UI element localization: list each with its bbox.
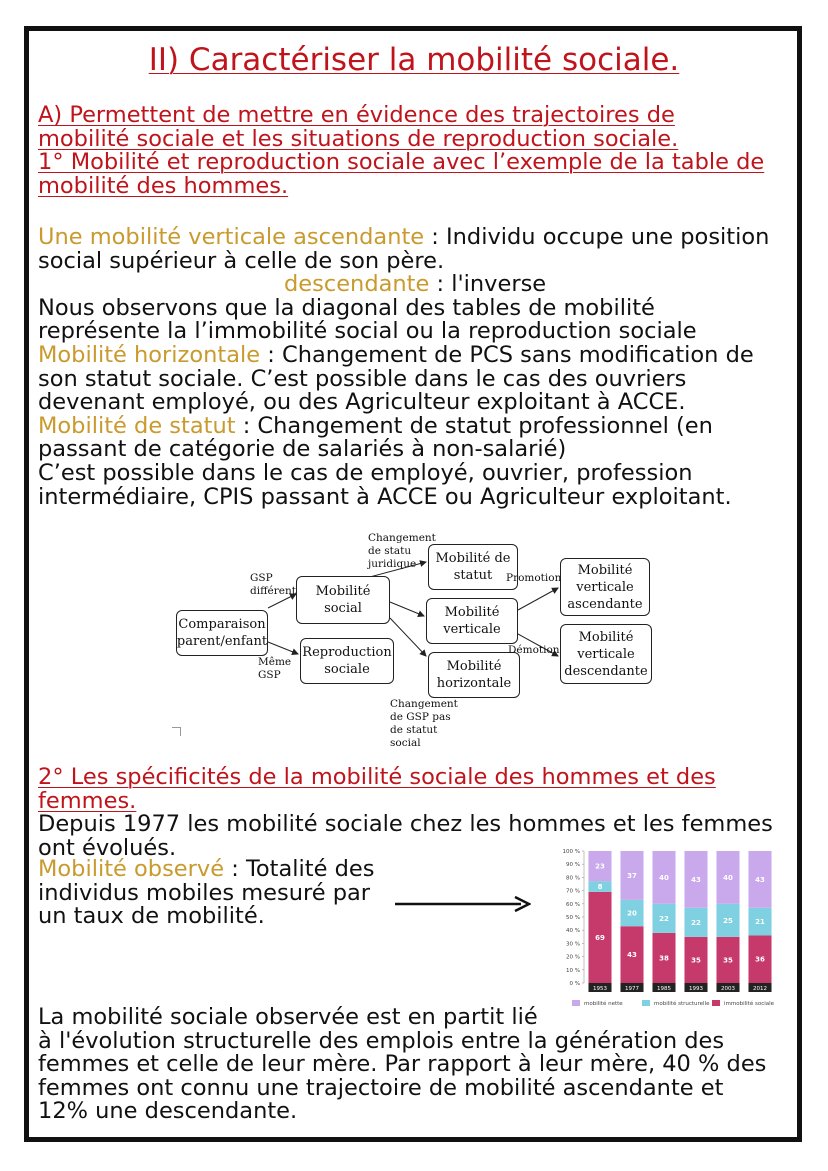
box-verticale-descendante: [560, 624, 652, 684]
box-text: statut: [453, 568, 493, 583]
box-text: social: [324, 601, 362, 616]
y-tick-label: 20 %: [566, 954, 580, 961]
legend-label: mobilité nette: [584, 1001, 623, 1007]
label-text: social: [390, 737, 421, 749]
bar-value-label: 37: [627, 871, 637, 880]
box-text: Mobilité: [315, 584, 371, 599]
label-text: GSP: [258, 669, 281, 681]
bar-value-label: 69: [595, 933, 605, 942]
definition-text: : Totalité des: [224, 856, 375, 882]
bar-value-label: 43: [627, 951, 637, 960]
label-text: Changement: [368, 532, 436, 544]
label-text: de statu: [368, 545, 412, 557]
definition-line: C’est possible dans le cas de employé, ouvrier, profession: [38, 459, 693, 486]
bar-value-label: 43: [755, 875, 765, 884]
label-text: différent: [250, 585, 296, 597]
definition-line: représente la l’immobilité social ou la reproduction sociale: [38, 318, 697, 345]
definition-statut: [38, 412, 769, 439]
conclusion-line: à l'évolution structurelle des emplois entre la génération des: [38, 1027, 725, 1054]
category-label: 2003: [721, 985, 735, 992]
label-demotion: Démotion: [508, 644, 560, 656]
definition-horizontale: [38, 341, 769, 368]
mobility-chart: [550, 845, 780, 1015]
y-tick-label: 50 %: [566, 915, 580, 921]
bar-value-label: 23: [595, 862, 605, 871]
box-mobilite-statut: [428, 544, 518, 590]
box-comparaison: [176, 610, 268, 656]
definition-text: : Changement de statut professionnel (en: [235, 412, 713, 439]
bar-value-label: 25: [723, 916, 733, 925]
definition-line: social supérieur à celle de son père.: [38, 247, 445, 274]
subheading-line: 1° Mobilité et reproduction sociale avec l’exemple de la table de: [38, 149, 765, 176]
y-tick-label: 30 %: [566, 941, 580, 948]
box-text: ascendante: [567, 596, 643, 612]
label-changement-statut: [368, 532, 436, 571]
box-mobilite-horizontale: [428, 652, 520, 698]
box-text: descendante: [564, 663, 648, 679]
mobility-diagram: [170, 530, 660, 758]
conclusion-line: La mobilité sociale observée est en partit lié: [38, 1004, 538, 1030]
bar-value-label: 22: [691, 918, 701, 927]
bar-value-label: 40: [723, 873, 733, 882]
term-descendante: descendante: [284, 271, 430, 298]
category-label: 1993: [689, 985, 703, 992]
box-text: Mobilité: [578, 629, 634, 645]
term-statut: Mobilité de statut: [38, 412, 236, 439]
term-observe: Mobilité observé: [38, 856, 225, 882]
box-text: Mobilité: [446, 659, 502, 674]
definition-line: individus mobiles mesuré par: [38, 879, 371, 906]
heading-line: femmes.: [38, 787, 137, 814]
heading-line: A) Permettent de mettre en évidence des trajectoires de: [38, 102, 675, 128]
label-text: de statut: [390, 724, 438, 736]
bar-value-label: 43: [691, 875, 701, 884]
page-title: II) Caractériser la mobilité sociale.: [148, 42, 680, 78]
box-text: verticale: [443, 622, 501, 637]
term-ascendante: Une mobilité verticale ascendante: [38, 224, 425, 250]
heading-line: mobilité sociale et les situations de reproduction sociale.: [38, 125, 679, 152]
bar-value-label: 8: [597, 883, 603, 892]
box-text: Mobilité de: [435, 551, 511, 566]
box-text: parent/enfant: [176, 634, 268, 649]
definition-text: : Changement de PCS sans modification de: [260, 341, 754, 368]
category-label: 1985: [657, 985, 671, 992]
definition-text: : Individu occupe une position: [424, 224, 770, 250]
definition-line: intermédiaire, CPIS passant à ACCE ou Agriculteur exploitant.: [38, 483, 732, 510]
y-tick-label: 0 %: [569, 981, 580, 987]
legend-label: mobilité structurelle: [654, 1001, 710, 1007]
conclusion-line: 12% une descendante.: [38, 1098, 298, 1125]
box-text: horizontale: [436, 676, 512, 691]
definition-line: passant de catégorie de salariés à non-salarié): [38, 436, 567, 463]
box-mobilite-verticale: [426, 598, 518, 644]
label-text: Changement: [390, 698, 458, 710]
definition-observe: [38, 858, 374, 882]
label-gsp-different: [250, 572, 296, 598]
definition-line: devenant employé, ou des Agriculteur exploitant à ACCE.: [38, 389, 686, 416]
label-changement-gsp: [390, 698, 458, 750]
conclusion-line: femmes et celle de leur mère. Par rapport à leur mère, 40 % des: [38, 1051, 767, 1078]
y-tick-label: 60 %: [566, 901, 580, 908]
legend-label: immobilité sociale: [724, 1001, 775, 1007]
box-mobilite-sociale: [296, 576, 390, 624]
bar-value-label: 22: [659, 914, 669, 923]
definition-line: Nous observons que la diagonal des tables de mobilité: [38, 294, 655, 321]
y-tick-label: 90 %: [566, 862, 580, 869]
conclusion: [38, 1006, 766, 1124]
bar-value-label: 35: [691, 956, 701, 965]
bar-value-label: 40: [659, 873, 669, 882]
y-tick-label: 100 %: [562, 849, 580, 855]
label-text: juridique: [368, 558, 417, 570]
intro-line: ont évolués.: [38, 834, 177, 861]
heading-line: 2° Les spécificités de la mobilité sociale des hommes et des: [38, 764, 716, 790]
bar-value-label: 38: [659, 954, 669, 963]
y-tick-label: 10 %: [566, 967, 580, 974]
definition-descendante: [38, 273, 769, 297]
intro-line: Depuis 1977 les mobilité sociale chez les hommes et les femmes: [38, 811, 773, 838]
observe-definition: [38, 858, 374, 929]
category-label: 1977: [625, 985, 639, 992]
bar-value-label: 21: [755, 918, 765, 927]
box-text: Mobilité: [577, 562, 633, 578]
y-tick-label: 40 %: [566, 928, 580, 935]
box-text: Reproduction: [302, 645, 392, 660]
pointer-arrow-icon: [395, 893, 531, 915]
box-text: Mobilité: [444, 605, 500, 620]
label-meme-gsp: [258, 656, 291, 682]
category-label: 2012: [753, 985, 767, 992]
section-a-heading: [38, 104, 764, 198]
box-text: verticale: [576, 579, 634, 595]
label-promotion: Promotion: [506, 572, 562, 584]
y-tick-label: 80 %: [566, 875, 580, 882]
conclusion-line: femmes ont connu une trajectoire de mobilité ascendante et: [38, 1074, 724, 1101]
box-text: sociale: [324, 662, 370, 677]
bar-value-label: 36: [755, 955, 765, 964]
box-verticale-ascendante: [560, 558, 650, 616]
definition-text: : l'inverse: [429, 271, 547, 298]
bar-value-label: 35: [723, 956, 733, 965]
box-text: verticale: [577, 646, 635, 662]
category-label: 1953: [593, 985, 607, 992]
label-text: Même: [258, 656, 292, 668]
box-text: Comparaison: [178, 617, 266, 632]
box-reproduction: [300, 638, 394, 684]
label-text: de GSP pas: [390, 711, 451, 723]
label-text: GSP: [250, 572, 273, 584]
subheading-line: mobilité des hommes.: [38, 172, 289, 199]
term-horizontale: Mobilité horizontale: [38, 341, 261, 368]
definition-ascendante: [38, 226, 769, 250]
definition-line: son statut sociale. C’est possible dans le cas des ouvriers: [38, 365, 687, 392]
y-tick-label: 70 %: [566, 888, 580, 895]
bar-value-label: 20: [627, 909, 637, 918]
definitions: [38, 226, 769, 509]
crop-mark: [172, 727, 181, 736]
definition-line: un taux de mobilité.: [38, 903, 265, 930]
